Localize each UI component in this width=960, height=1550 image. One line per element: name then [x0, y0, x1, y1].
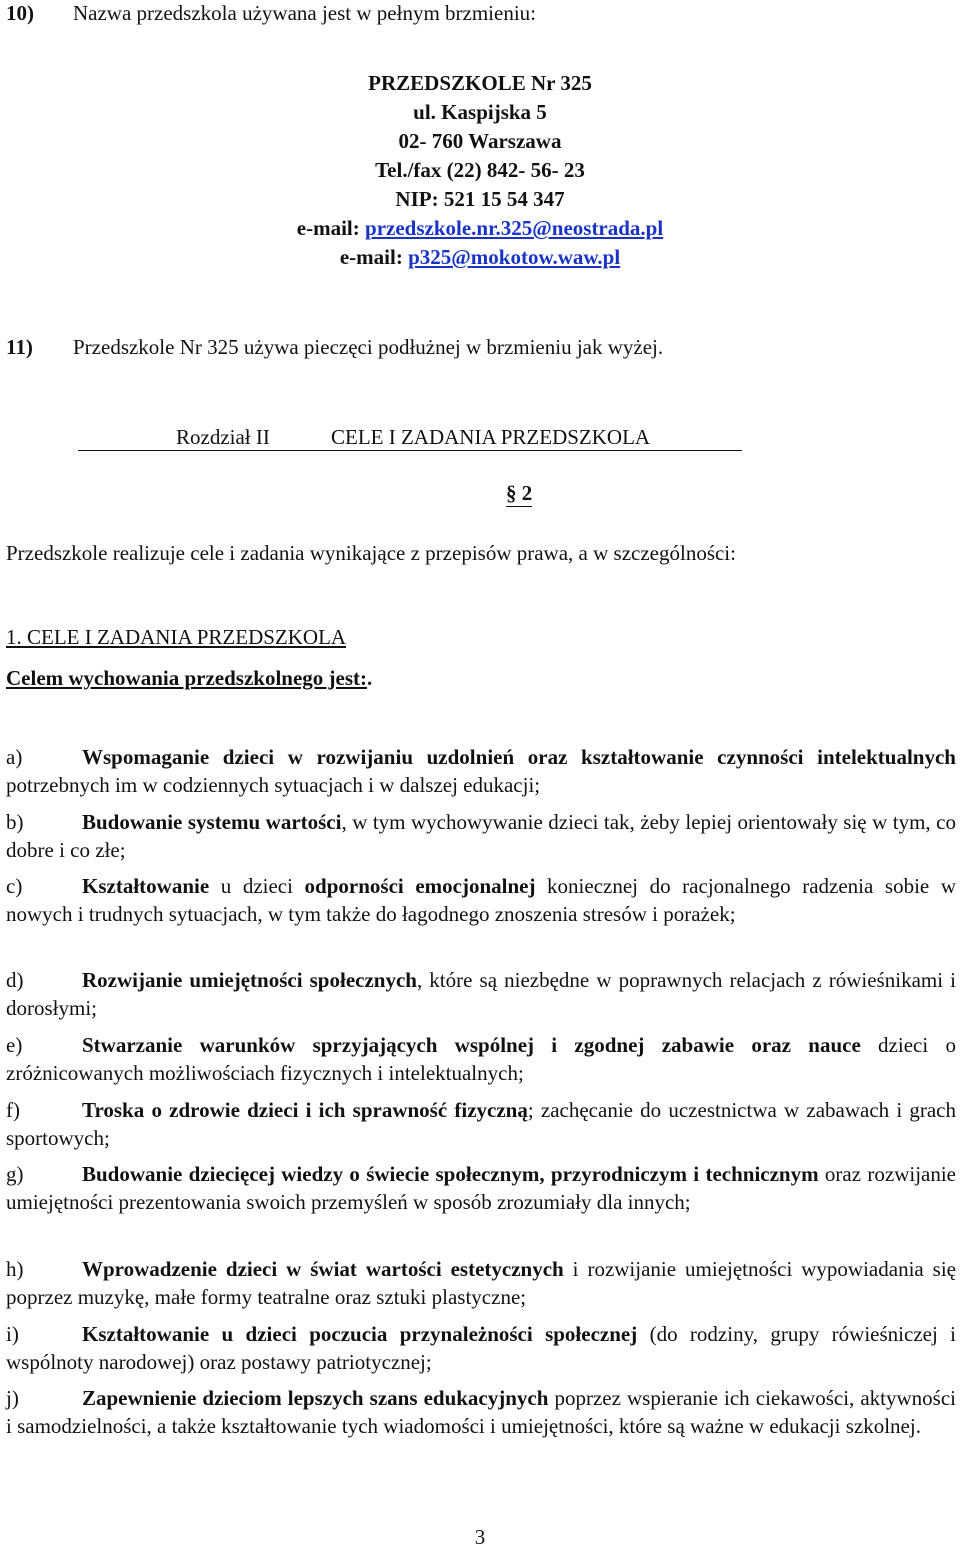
list-item: g) Budowanie dziecięcej wiedzy o świecie społecznym, przyrodniczym i technicznym oraz rozwijanie umiejętności prezentowania swoich przemyśleń w sposób zrozumiały dla innych; [6, 1162, 957, 1214]
list-item: j) Zapewnienie dzieciom lepszych szans edukacyjnych poprzez wspieranie ich ciekawości, aktywności i samodzielności, a także kształtowanie tych wiadomości i umiejętności, które są ważne w edukacji szkolnej. [6, 1386, 956, 1438]
address-email-1: e-mail: przedszkole.nr.325@neostrada.pl [296, 216, 664, 240]
item-11-text: Przedszkole Nr 325 używa pieczęci podłużnej w brzmieniu jak wyżej. [73, 335, 664, 359]
list-item: a) Wspomaganie dzieci w rozwijaniu uzdolnień oraz kształtowanie czynności intelektualnych potrzebnych im w codziennych sytuacjach i w dalszej edukacji; [6, 745, 956, 797]
list-item: h) Wprowadzenie dzieci w świat wartości estetycznych i rozwijanie umiejętności wypowiadania się poprzez muzykę, małe formy teatralne oraz sztuki plastyczne; [6, 1257, 957, 1309]
item-11-number: 11) [6, 335, 33, 359]
email-link-2[interactable]: p325@mokotow.waw.pl [408, 245, 621, 269]
address-phone: Tel./fax (22) 842- 56- 23 [375, 158, 585, 182]
intro-text: Przedszkole realizuje cele i zadania wynikające z przepisów prawa, a w szczególności: [6, 541, 736, 565]
list-item: b) Budowanie systemu wartości, w tym wychowywanie dzieci tak, żeby lepiej orientowały się w tym, co dobre i co złe; [6, 810, 956, 862]
item-10-number: 10) [6, 1, 34, 25]
address-street: ul. Kaspijska 5 [413, 100, 547, 124]
address-city: 02- 760 Warszawa [398, 129, 562, 153]
list-item: e) Stwarzanie warunków sprzyjających wspólnej i zgodnej zabawie oraz nauce dzieci o zróżnicowanych możliwościach fizycznych i intelektualnych; [6, 1033, 956, 1085]
item-10 [6, 0, 536, 26]
chapter-number: Rozdział II [176, 425, 270, 449]
item-11 [6, 334, 663, 360]
list-item: d) Rozwijanie umiejętności społecznych, które są niezbędne w poprawnych relacjach z rówieśnikami i dorosłymi; [6, 968, 956, 1020]
paragraph-sign: § 2 [506, 481, 533, 505]
chapter-title: CELE I ZADANIA PRZEDSZKOLA [331, 425, 651, 449]
section-1-heading: 1. CELE I ZADANIA PRZEDSZKOLA [6, 625, 347, 649]
chapter-heading [78, 424, 742, 451]
page-number: 3 [474, 1525, 486, 1549]
section-1-subheading: Celem wychowania przedszkolnego jest:. [6, 666, 373, 690]
list-item: c) Kształtowanie u dzieci odporności emocjonalnej koniecznej do racjonalnego radzenia sobie w nowych i trudnych sytuacjach, w tym także do łagodnego znoszenia stresów i porażek; [6, 874, 956, 926]
item-10-text: Nazwa przedszkola używana jest w pełnym brzmieniu: [73, 1, 536, 25]
address-name: PRZEDSZKOLE Nr 325 [368, 71, 592, 95]
list-item: i) Kształtowanie u dzieci poczucia przynależności społecznej (do rodziny, grupy rówieśniczej i wspólnoty narodowej) oraz postawy patriotycznej; [6, 1322, 956, 1374]
address-nip: NIP: 521 15 54 347 [395, 187, 565, 211]
address-email-2: e-mail: p325@mokotow.waw.pl [339, 245, 621, 269]
list-item: f) Troska o zdrowie dzieci i ich sprawność fizyczną; zachęcanie do uczestnictwa w zabawach i grach sportowych; [6, 1098, 957, 1150]
email-link-1[interactable]: przedszkole.nr.325@neostrada.pl [365, 216, 664, 240]
